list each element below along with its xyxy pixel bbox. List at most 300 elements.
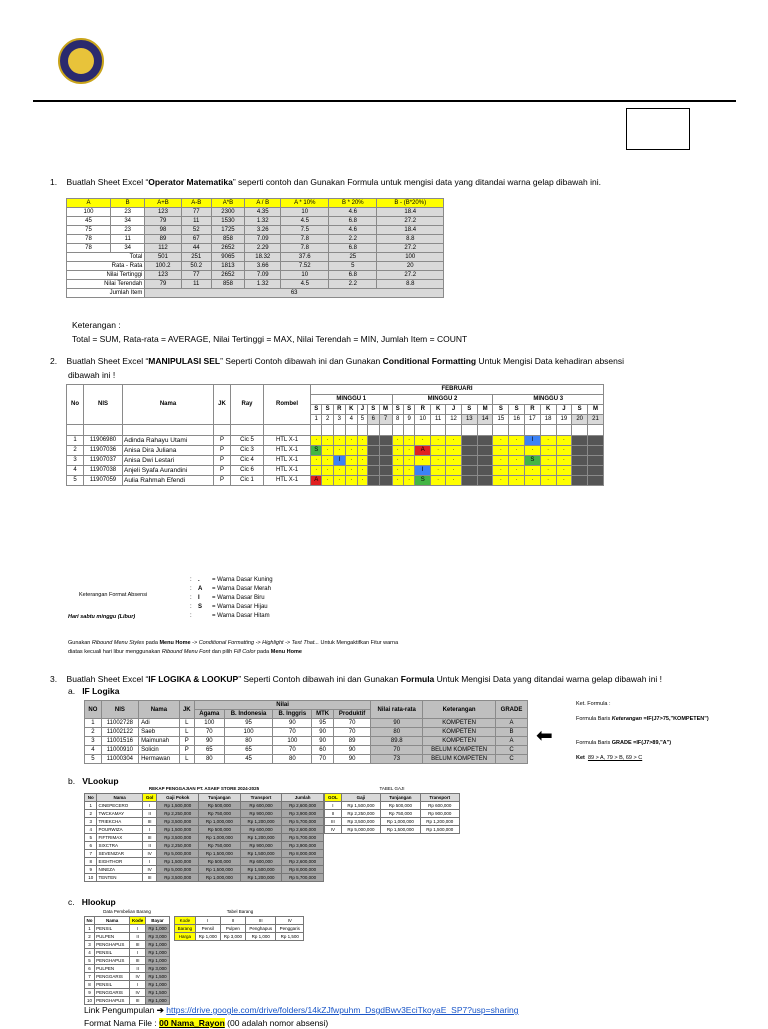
date-cell: 8: [392, 415, 403, 425]
table-cell: Rp 1,200,000: [240, 818, 282, 826]
attendance-cell: ·: [311, 436, 322, 446]
date-cell: 15: [493, 415, 509, 425]
table-cell: PENSIL: [95, 925, 130, 933]
table-cell: 1: [85, 925, 95, 933]
student-cell: 11907059: [84, 476, 123, 486]
spacer-cell: [524, 425, 540, 436]
table-cell: 23: [111, 208, 145, 217]
student-cell: HTL X-1: [264, 456, 311, 466]
spacer-cell: [588, 425, 604, 436]
table-cell: 11000304: [101, 755, 138, 764]
table-cell: 3.26: [245, 226, 281, 235]
column-header: Rombel: [264, 385, 311, 425]
attendance-cell: ·: [493, 456, 509, 466]
day-header: R: [524, 405, 540, 415]
table-cell: CINEPECERO: [97, 802, 142, 810]
spacer-cell: [322, 425, 333, 436]
table-cell: 10: [85, 997, 95, 1005]
table-row: [85, 834, 324, 842]
attendance-cell: [572, 466, 588, 476]
summary-cell: 63: [145, 289, 444, 298]
summary-cell: 501: [145, 253, 181, 262]
q2-instruction: 2. Buatlah Sheet Excel “MANIPULASI SEL” Seperti Contoh dibawah ini dan Gunakan Conditional Formatting Untuk Mengisi Data kehadiran absensi: [50, 356, 625, 366]
date-cell: 12: [446, 415, 462, 425]
legend-colon: :: [190, 586, 192, 592]
table-cell: III: [130, 941, 146, 949]
attendance-cell: [588, 476, 604, 486]
table-cell: 2: [85, 933, 95, 941]
attendance-cell: ·: [357, 456, 367, 466]
table-cell: Rp 1,000,000: [199, 874, 241, 882]
table-cell: Rp 5,000,000: [341, 826, 380, 834]
day-header: K: [345, 405, 357, 415]
column-header: Nama: [95, 917, 130, 925]
table-cell: Rp 500,000: [199, 826, 241, 834]
table-cell: 10: [85, 874, 97, 882]
table-cell: IV: [276, 917, 304, 925]
table-cell: I: [325, 802, 342, 810]
table-cell: 27.2: [377, 217, 444, 226]
table-cell: Rp 1,500,000: [157, 858, 199, 866]
attendance-cell: [477, 466, 493, 476]
table-cell: 3: [85, 737, 102, 746]
legend-desc: = Warna Dasar Merah: [212, 586, 271, 592]
table-cell: 858: [211, 235, 244, 244]
attendance-cell: ·: [357, 446, 367, 456]
table-cell: Rp 3,500,000: [157, 834, 199, 842]
summary-cell: 100.2: [145, 262, 181, 271]
summary-cell: 2652: [211, 271, 244, 280]
student-cell: 11906980: [84, 436, 123, 446]
summary-label: Rata - Rata: [67, 262, 145, 271]
attendance-cell: ·: [322, 436, 333, 446]
table-row: [325, 826, 460, 834]
if-logika-table: [84, 700, 528, 764]
attendance-cell: ·: [540, 466, 556, 476]
legend-row: [190, 594, 273, 603]
table-header-cell: A*B: [211, 199, 244, 208]
spacer-cell: [431, 425, 446, 436]
table-cell: Rp 1,500: [146, 973, 170, 981]
legend-desc: = Warna Dasar Kuning: [212, 577, 273, 583]
q3b-heading: b. VLookup: [68, 776, 119, 786]
attendance-cell: ·: [556, 476, 572, 486]
table-cell: II: [220, 917, 245, 925]
table-cell: Rp 5,000,000: [157, 850, 199, 858]
table-row: [325, 810, 460, 818]
column-header: Nama: [139, 701, 180, 719]
spacer-cell: [123, 425, 214, 436]
table-cell: Rp 1,000: [245, 933, 275, 941]
table-cell: B: [496, 728, 528, 737]
table-cell: I: [142, 858, 157, 866]
table-cell: A: [496, 737, 528, 746]
table-row: [85, 802, 324, 810]
table-row: [85, 746, 528, 755]
table-cell: Rp 500,000: [199, 858, 241, 866]
table-cell: I: [130, 949, 146, 957]
table-cell: POURWIZA: [97, 826, 142, 834]
summary-cell: 251: [181, 253, 211, 262]
column-header: Nilai rata-rata: [371, 701, 423, 719]
submission-link[interactable]: https://drive.google.com/drive/folders/14kZJfwpuhm_DsgdBwv3EciTkoyaE_SP7?usp=sharing: [166, 1005, 519, 1015]
student-cell: P: [214, 466, 231, 476]
table-cell: A: [496, 719, 528, 728]
table-cell: PULPEN: [95, 933, 130, 941]
attendance-cell: [477, 446, 493, 456]
attendance-cell: ·: [446, 446, 462, 456]
table-cell: Penghapus: [245, 925, 275, 933]
column-header: GRADE: [496, 701, 528, 719]
attendance-cell: ·: [333, 476, 345, 486]
attendance-cell: ·: [493, 436, 509, 446]
attendance-cell: [461, 456, 477, 466]
table-cell: 2.2: [329, 235, 377, 244]
table-cell: SEVENIZAR: [97, 850, 142, 858]
attendance-cell: ·: [403, 466, 414, 476]
attendance-cell: ·: [345, 476, 357, 486]
table-cell: 70: [194, 728, 224, 737]
tabel-gaji: [324, 793, 460, 834]
table-cell: PENSIL: [95, 949, 130, 957]
spacer-cell: [572, 425, 588, 436]
formula-title: Ket. Formula :: [576, 701, 611, 707]
legend-desc: = Warna Dasar Hijau: [212, 604, 268, 610]
table-cell: 65: [194, 746, 224, 755]
table-cell: Rp 1,200,000: [240, 874, 282, 882]
summary-cell: 25: [329, 253, 377, 262]
attendance-cell: [588, 446, 604, 456]
day-header: M: [588, 405, 604, 415]
q1-table: [66, 198, 444, 298]
hlookup-table: [84, 916, 170, 1005]
day-header: J: [357, 405, 367, 415]
table-cell: Rp 5,700,000: [282, 874, 324, 882]
table-cell: Rp 750,000: [199, 810, 241, 818]
column-header: NIS: [101, 701, 138, 719]
table-cell: 73: [371, 755, 423, 764]
table-row: [85, 997, 170, 1005]
summary-cell: 18.32: [245, 253, 281, 262]
table-cell: IV: [142, 850, 157, 858]
attendance-cell: ·: [446, 456, 462, 466]
student-cell: Cic 3: [231, 446, 264, 456]
summary-row: [67, 253, 444, 262]
legend-list: [190, 576, 273, 621]
attendance-cell: A: [415, 446, 431, 456]
column-header: No: [85, 794, 97, 802]
table-cell: 2: [85, 728, 102, 737]
attendance-cell: ·: [524, 466, 540, 476]
subject-header: Agama: [194, 710, 224, 719]
attendance-cell: S: [524, 456, 540, 466]
q2-instruction-cont: dibawah ini !: [68, 370, 116, 380]
attendance-cell: ·: [540, 436, 556, 446]
date-cell: 7: [379, 415, 392, 425]
table-header-cell: A * 10%: [281, 199, 329, 208]
date-cell: 4: [345, 415, 357, 425]
table-cell: 90: [194, 737, 224, 746]
attendance-cell: ·: [392, 446, 403, 456]
table-cell: 100: [273, 737, 312, 746]
table-cell: 3: [85, 941, 95, 949]
day-header: J: [446, 405, 462, 415]
table-cell: PENGHAPUS: [95, 941, 130, 949]
table-cell: Rp 1,000,000: [199, 818, 241, 826]
legend-colon: :: [190, 595, 192, 601]
attendance-cell: ·: [392, 466, 403, 476]
table-cell: 18.4: [377, 208, 444, 217]
student-cell: P: [214, 476, 231, 486]
table-cell: 78: [67, 244, 111, 253]
spacer-cell: [556, 425, 572, 436]
table-row: [67, 208, 444, 217]
table-cell: Rp 600,000: [240, 858, 282, 866]
table-cell: 80: [371, 728, 423, 737]
table-cell: Rp 500,000: [381, 802, 420, 810]
attendance-cell: [461, 466, 477, 476]
attendance-cell: ·: [556, 446, 572, 456]
table-cell: 4.5: [281, 217, 329, 226]
submission-link-line: Link Pengumpulan ➔ https://drive.google.com/drive/folders/14kZJfwpuhm_DsgdBwv3EciTkoyaE_SP7?usp=sharing: [84, 1005, 519, 1015]
table-cell: 18.4: [377, 226, 444, 235]
attendance-cell: [588, 466, 604, 476]
table-row: [67, 217, 444, 226]
column-header: Nilai: [194, 701, 370, 710]
table-cell: 90: [312, 737, 334, 746]
summary-cell: 1.32: [245, 280, 281, 289]
table-cell: 45: [224, 755, 273, 764]
table-cell: TWCKAMAY: [97, 810, 142, 818]
table-cell: 11: [111, 235, 145, 244]
student-cell: 3: [67, 456, 84, 466]
table-cell: KOMPETEN: [423, 728, 496, 737]
table-cell: Rp 1,200,000: [240, 834, 282, 842]
date-cell: 9: [403, 415, 414, 425]
table-cell: TRIEKCHA: [97, 818, 142, 826]
hlookup-title: Data Pembelian Barang: [103, 909, 151, 914]
table-cell: Rp 750,000: [199, 842, 241, 850]
table-row: [85, 933, 170, 941]
attendance-cell: [572, 456, 588, 466]
attendance-cell: [461, 476, 477, 486]
table-cell: Rp 1,200,000: [420, 818, 459, 826]
table-cell: Rp 1,500,000: [420, 826, 459, 834]
student-cell: Cic 6: [231, 466, 264, 476]
attendance-cell: ·: [345, 466, 357, 476]
table-cell: III: [325, 818, 342, 826]
table-cell: 8.8: [377, 235, 444, 244]
table-cell: 6: [85, 842, 97, 850]
summary-label: Jumlah Item: [67, 289, 145, 298]
table-cell: Rp 1,500,000: [157, 826, 199, 834]
tabel-barang: [174, 916, 304, 941]
day-header: S: [509, 405, 525, 415]
attendance-cell: ·: [392, 456, 403, 466]
table-row: [67, 235, 444, 244]
student-cell: Anisa Dwi Lestari: [123, 456, 214, 466]
q2-note-1: Gunakan Ribound Menu Styles pada Menu Home -> Conditional Formatting -> Highlight -> Text That... Untuk Mengaktifkan Fitur warna: [68, 640, 399, 646]
summary-cell: 6.8: [329, 271, 377, 280]
table-cell: 78: [67, 235, 111, 244]
summary-cell: 79: [145, 280, 181, 289]
table-cell: 2: [85, 810, 97, 818]
table-cell: 89: [145, 235, 181, 244]
table-row: [85, 818, 324, 826]
column-header: Nama: [97, 794, 142, 802]
table-cell: Rp 1,000: [146, 925, 170, 933]
summary-row: [67, 280, 444, 289]
table-cell: 10: [281, 208, 329, 217]
date-cell: 18: [540, 415, 556, 425]
attendance-cell: [477, 436, 493, 446]
table-cell: 23: [111, 226, 145, 235]
legend-symbol: I: [198, 595, 200, 601]
table-cell: 11: [181, 217, 211, 226]
table-cell: Rp 1,500: [146, 989, 170, 997]
attendance-cell: ·: [403, 436, 414, 446]
summary-cell: 77: [181, 271, 211, 280]
table-cell: 100: [194, 719, 224, 728]
header-row: [85, 701, 528, 710]
table-cell: 4.6: [329, 226, 377, 235]
date-cell: 13: [461, 415, 477, 425]
student-cell: HTL X-1: [264, 446, 311, 456]
day-header: S: [403, 405, 414, 415]
column-header: Transport: [420, 794, 459, 802]
spacer-cell: [446, 425, 462, 436]
table-cell: 1725: [211, 226, 244, 235]
table-row: [85, 737, 528, 746]
table-header-cell: B: [111, 199, 145, 208]
spacer-cell: [84, 425, 123, 436]
legend-row: [190, 603, 273, 612]
table-cell: Adi: [139, 719, 180, 728]
attendance-cell: ·: [540, 456, 556, 466]
q3-instruction: 3. Buatlah Sheet Excel “IF LOGIKA & LOOKUP” Seperti Contoh dibawah ini dan Gunakan Formula Untuk Mengisi Data yang ditandai warna gelap dibawah ini !: [50, 674, 663, 684]
attendance-cell: [588, 436, 604, 446]
attendance-cell: [368, 476, 379, 486]
table-cell: Rp 600,000: [240, 826, 282, 834]
date-cell: 10: [415, 415, 431, 425]
header-row: [67, 385, 604, 395]
table-cell: Rp 900,000: [240, 810, 282, 818]
table-cell: Maimunah: [139, 737, 180, 746]
column-header: Tunjangan: [381, 794, 420, 802]
attendance-cell: ·: [357, 476, 367, 486]
table-cell: 4.35: [245, 208, 281, 217]
attendance-cell: [368, 436, 379, 446]
table-cell: III: [245, 917, 275, 925]
summary-cell: 50.2: [181, 262, 211, 271]
score-box: [626, 108, 690, 150]
table-cell: 34: [111, 217, 145, 226]
summary-cell: 7.09: [245, 271, 281, 280]
table-cell: Solicin: [139, 746, 180, 755]
table-row: [85, 842, 324, 850]
attendance-cell: ·: [311, 466, 322, 476]
day-header: S: [392, 405, 403, 415]
table-cell: II: [325, 810, 342, 818]
table-cell: I: [195, 917, 220, 925]
day-header: S: [322, 405, 333, 415]
table-cell: 52: [181, 226, 211, 235]
table-cell: 7.8: [281, 244, 329, 253]
table-cell: 11002122: [101, 728, 138, 737]
table-cell: 7.09: [245, 235, 281, 244]
attendance-cell: [572, 476, 588, 486]
attendance-cell: [572, 436, 588, 446]
table-cell: 80: [224, 737, 273, 746]
legend-colon: :: [190, 577, 192, 583]
attendance-cell: [379, 446, 392, 456]
day-header: J: [556, 405, 572, 415]
student-cell: Cic 1: [231, 476, 264, 486]
table-cell: 6: [85, 965, 95, 973]
table-row: [325, 818, 460, 826]
date-cell: 5: [357, 415, 367, 425]
spacer-cell: [379, 425, 392, 436]
summary-cell: 10: [281, 271, 329, 280]
table-row: [67, 226, 444, 235]
attendance-cell: ·: [446, 466, 462, 476]
table-cell: Rp 3,000: [146, 965, 170, 973]
table-cell: 5: [85, 957, 95, 965]
week-header: MINGGU 3: [493, 395, 604, 405]
student-cell: 5: [67, 476, 84, 486]
table-cell: Rp 3,900,000: [282, 810, 324, 818]
attendance-cell: ·: [493, 466, 509, 476]
table-cell: C: [496, 746, 528, 755]
table-cell: Rp 1,000: [146, 957, 170, 965]
table-cell: III: [142, 874, 157, 882]
date-cell: 16: [509, 415, 525, 425]
summary-cell: 100: [377, 253, 444, 262]
day-header: M: [379, 405, 392, 415]
student-cell: Anisa Dira Juliana: [123, 446, 214, 456]
column-header: Gaji Pokok: [157, 794, 199, 802]
summary-cell: 1813: [211, 262, 244, 271]
date-cell: 6: [368, 415, 379, 425]
spacer-cell: [477, 425, 493, 436]
q2-attendance-table: [66, 384, 604, 486]
attendance-cell: ·: [322, 446, 333, 456]
table-cell: SIXCTRA: [97, 842, 142, 850]
table-cell: I: [142, 826, 157, 834]
table-row: [85, 858, 324, 866]
attendance-cell: [368, 446, 379, 456]
attendance-cell: ·: [524, 446, 540, 456]
table-cell: 70: [371, 746, 423, 755]
table-row: [85, 755, 528, 764]
attendance-cell: ·: [493, 446, 509, 456]
table-cell: 90: [371, 719, 423, 728]
column-header: JK: [214, 385, 231, 425]
table-cell: 90: [273, 719, 312, 728]
table-cell: Rp 1,500,000: [341, 802, 380, 810]
column-header: Kode: [130, 917, 146, 925]
table-cell: III: [130, 957, 146, 965]
attendance-cell: ·: [509, 446, 525, 456]
table-cell: 90: [312, 728, 334, 737]
attendance-cell: ·: [403, 456, 414, 466]
day-header: S: [572, 405, 588, 415]
date-cell: 21: [588, 415, 604, 425]
table-cell: 44: [181, 244, 211, 253]
attendance-cell: ·: [415, 436, 431, 446]
week-header: MINGGU 1: [311, 395, 393, 405]
formula-ket: Ket 89 > A, 79 > B, 69 > C: [576, 755, 643, 761]
